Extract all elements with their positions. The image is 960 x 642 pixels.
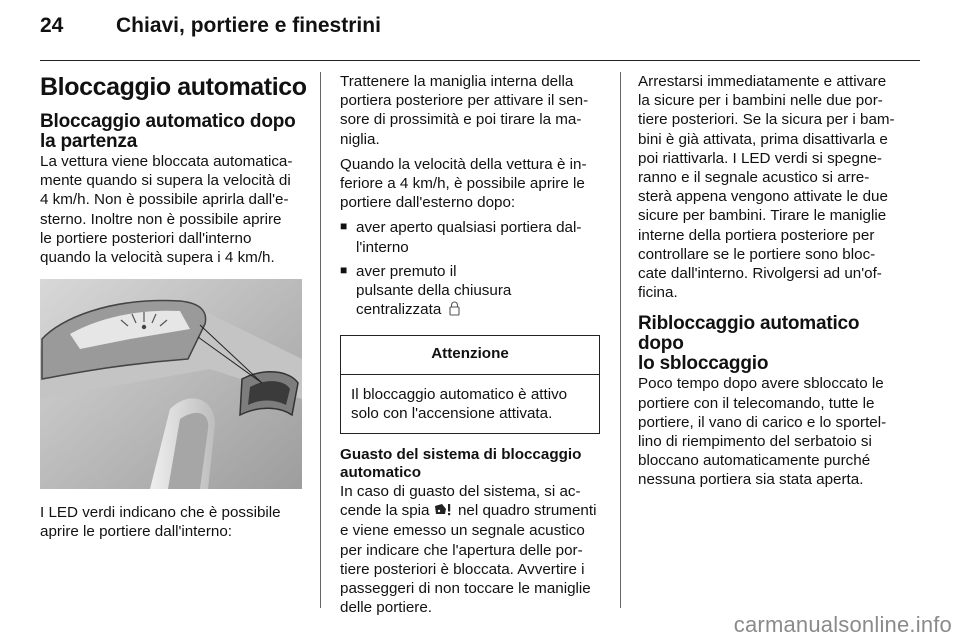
column-divider bbox=[320, 72, 321, 608]
subsection-heading: Guasto del sistema di bloccaggio automatico bbox=[340, 446, 582, 482]
column-left bbox=[40, 72, 308, 542]
page-header bbox=[40, 14, 920, 48]
intro-paragraph: La vettura viene bloccata automatica- mente quando si supera la velocità di 4 km/h. Non è possibile aprirla dall'e- sterno. Inoltre non è possibile aprire le portiere posteriori dall'interno quando la velocità supera i 4 km/h. bbox=[40, 153, 293, 267]
subsection-heading: Ribloccaggio automatico dopo lo sbloccaggio bbox=[638, 313, 860, 375]
paragraph: Quando la velocità della vettura è in- feriore a 4 km/h, è possibile aprire le portiere dall'esterno dopo: bbox=[340, 155, 587, 212]
paragraph: Trattenere la maniglia interna della portiera posteriore per attivare il sen- sore di prossimità e poi tirare la ma- niglia. bbox=[340, 73, 589, 148]
paragraph: Poco tempo dopo avere sbloccato le portiere con il telecomando, tutte le portiere, il vano di carico e lo sportel- lino di riempimento del serbatoio si bloccano automaticamente purché nessuna portiera sia stata aperta. bbox=[638, 375, 887, 489]
column-divider bbox=[620, 72, 621, 608]
paragraph: Arrestarsi immediatamente e attivare la sicure per i bambini nelle due por- tiere posteriori. Se la sicura per i bam- bini è già attivata, prima disattivarla e poi riattivarla. I LED verdi si spegne- ranno e il segnale acustico si arre- sterà appena vengono attivate le due sicure per bambini. Tirare le maniglie interne della portiera posteriore per controllare se le portiere sono bloc- cate dall'interno. Rivolgersi ad un'of- ficina. bbox=[638, 73, 895, 302]
paragraph: In caso di guasto del sistema, si ac- cende la spia nel quadro strumenti e viene emesso un segnale acustico per indicare che l'apertura delle por- tiere posteriori è bloccata. Avvertire i passeggeri di non toccare le maniglie delle portiere. bbox=[340, 483, 597, 617]
column-right bbox=[638, 72, 904, 490]
warning-title: Attenzione bbox=[341, 336, 599, 374]
bullet-square-icon: ■ bbox=[340, 262, 348, 277]
running-title: Chiavi, portiere e finestrini bbox=[116, 14, 381, 37]
subsection-heading: Bloccaggio automatico dopo la partenza bbox=[40, 111, 296, 152]
warning-box bbox=[340, 335, 600, 434]
bullet-list bbox=[340, 218, 606, 321]
warning-text: Il bloccaggio automatico è attivo solo con l'accensione attivata. bbox=[351, 385, 568, 422]
page-number: 24 bbox=[40, 14, 64, 37]
watermark: carmanualsonline.info bbox=[733, 612, 952, 637]
bullet-square-icon: ■ bbox=[340, 219, 348, 234]
central-lock-icon bbox=[449, 301, 460, 321]
list-item: ■ aver premuto il pulsante della chiusura centralizzata bbox=[340, 262, 606, 322]
door-handle-photo bbox=[40, 279, 302, 489]
section-heading: Bloccaggio automatico bbox=[40, 73, 307, 101]
figure-caption: I LED verdi indicano che è possibile aprire le portiere dall'interno: bbox=[40, 504, 281, 541]
header-divider bbox=[40, 60, 920, 61]
door-lock-warning-icon bbox=[434, 502, 454, 521]
column-middle bbox=[340, 72, 606, 617]
list-item: ■ aver aperto qualsiasi portiera dal- l'interno bbox=[340, 219, 582, 256]
